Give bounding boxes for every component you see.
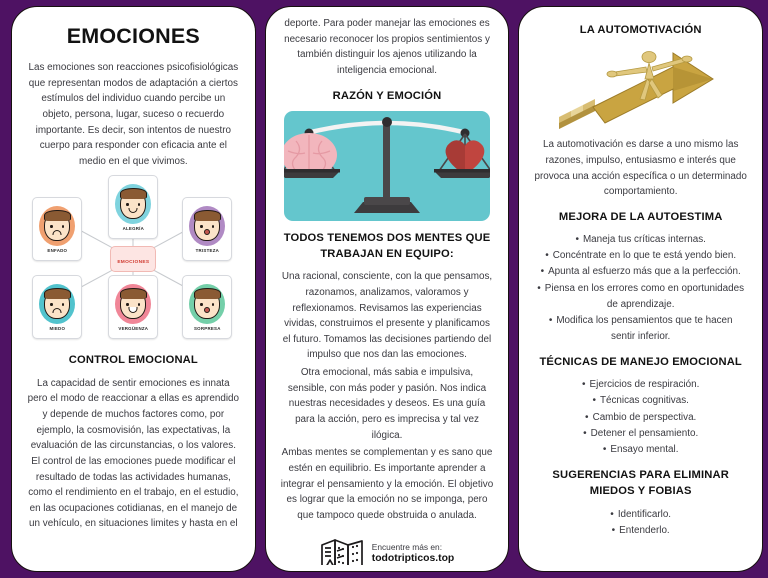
list-item: • Apunta al esfuerzo más que a la perfección. [536,264,745,280]
list-item: • Ensayo mental. [536,442,745,458]
section-title-autoestima: MEJORA DE LA AUTOESTIMA [558,210,723,223]
middle-paragraph-3: Ambas mentes se complementan y es sano que estén en equilibrio. Es importante aprender a integrar el pensamiento y la emoción. El objetivo es lograr que la emoción no se imponga, pero que tampoco quede obstruida o anulada. [280,447,494,521]
tecnicas-list [532,377,749,458]
list-item: • Piensa en los errores como en oportunidades de aprendizaje. [536,281,745,313]
footer-lead-text: Encuentre más en: [371,541,443,552]
list-item: • Entenderlo. [536,523,745,539]
list-item: • Modifica los pensamientos que te hacen sentir inferior. [536,313,745,345]
balance-scale-illustration [284,111,490,221]
left-intro-text: Las emociones son reacciones psicofisiológicas que representan modos de adaptación a ciertos estímulos del individuo cuando percibe un objeto, persona, lugar, suceso o recuerdo importante. Es decir, son intentos de nuestro cuerpo para responder con eficacia ante el medio en el que vivimos. [28,62,239,167]
panel-left [11,6,256,572]
list-item: • Técnicas cognitivas. [536,393,745,409]
control-emocional-text: La capacidad de sentir emociones es innata pero el modo de reaccionar a ellas es aprendido y depende de muchos factores como, por ejemplo, la cosmovisión, las expectativas, la evaluación de las circunstancias, o los valores. El control de las emociones puede modificar el resultado de todas las actividades humanas, como el rendimiento en el trabajo, en el estudio, en las ocupaciones cotidianas, en el manejo de un vehículo, en situaciones limites y hasta en el [27,377,240,530]
middle-paragraph-2: Otra emocional, más sabia e impulsiva, sensible, con más poder y pasión. Nos indica nuestras necesidades y deseos. Es una guía para la acción, pero es imprecisa y tal vez ilógica. [287,367,487,441]
emotion-label: TRISTEZA [195,247,220,253]
emotion-card-verguenza [108,275,158,339]
panel-right [518,6,763,572]
emotion-label: MIEDO [49,325,66,331]
footer-site-url[interactable]: todotripticos.top [371,553,455,565]
emotion-label: VERGÜENZA [118,325,149,331]
emotion-card-alegria [108,175,158,239]
emotion-card-sorpresa [182,275,232,339]
list-item: • Detener el pensamiento. [536,426,745,442]
section-title-miedos-fobias: SUGERENCIAS PARA ELIMINAR MIEDOS Y FOBIAS [552,469,729,498]
face-icon-verguenza [115,284,151,324]
balance-scale-icon [284,111,490,221]
emotion-label: ENFADO [47,247,68,253]
page-title: EMOCIONES [66,24,200,48]
autoestima-list [532,232,749,345]
miedos-fobias-list [532,507,749,539]
face-icon-tristeza [189,206,225,246]
footer-brand[interactable] [279,536,496,565]
section-subtitle-dos-mentes: TODOS TENEMOS DOS MENTES QUE TRABAJAN EN EQUIPO: [283,231,491,261]
section-title-razon-y-emocion: RAZÓN Y EMOCIÓN [332,89,442,102]
emotion-card-miedo [32,275,82,339]
list-item: • Concéntrate en lo que te está yendo bien. [536,248,745,264]
emotions-hub-label: EMOCIONES [117,260,150,266]
emotions-diagram [26,175,240,343]
emotion-card-tristeza [182,197,232,261]
face-icon-alegria [115,184,151,224]
section-title-tecnicas: TÉCNICAS DE MANEJO EMOCIONAL [539,356,742,369]
section-title-automotivacion: LA AUTOMOTIVACIÓN [579,24,702,36]
list-item: • Ejercicios de respiración. [536,377,745,393]
emotion-label: SORPRESA [194,325,221,331]
person-climbing-arrow-icon [553,45,729,131]
list-item: • Maneja tus críticas internas. [536,232,745,248]
section-title-control-emocional: CONTROL EMOCIONAL [68,354,198,367]
middle-paragraph-1: Una racional, consciente, con la que pensamos, razonamos, analizamos, valoramos y reflexionamos. Revisamos las experiencias vividas, construimos el presente y planificamos el futuro. Tomamos las decisiones partiendo del impulso que nos dan las emociones. [281,271,493,361]
list-item: • Cambio de perspectiva. [536,410,745,426]
panel-middle [265,6,510,572]
emotion-label: ALEGRÍA [122,225,145,231]
face-icon-enfado [39,206,75,246]
continuation-text: deporte. Para poder manejar las emociones es necesario reconocer los propios sentimientos y también distinguir los ajenos utilizando la inteligencia emocional. [284,18,490,76]
face-icon-sorpresa [189,284,225,324]
folded-brochure-icon [320,536,364,565]
automotivacion-intro-text: La automotivación es darse a uno mismo las razones, impulso, entusiasmo e interés que provoca una acción específica o un determinado comportamiento. [534,139,747,198]
list-item: • Identificarlo. [536,507,745,523]
emotions-hub-node [110,246,156,272]
face-icon-miedo [39,284,75,324]
motivation-illustration [553,45,729,131]
emotion-card-enfado [32,197,82,261]
